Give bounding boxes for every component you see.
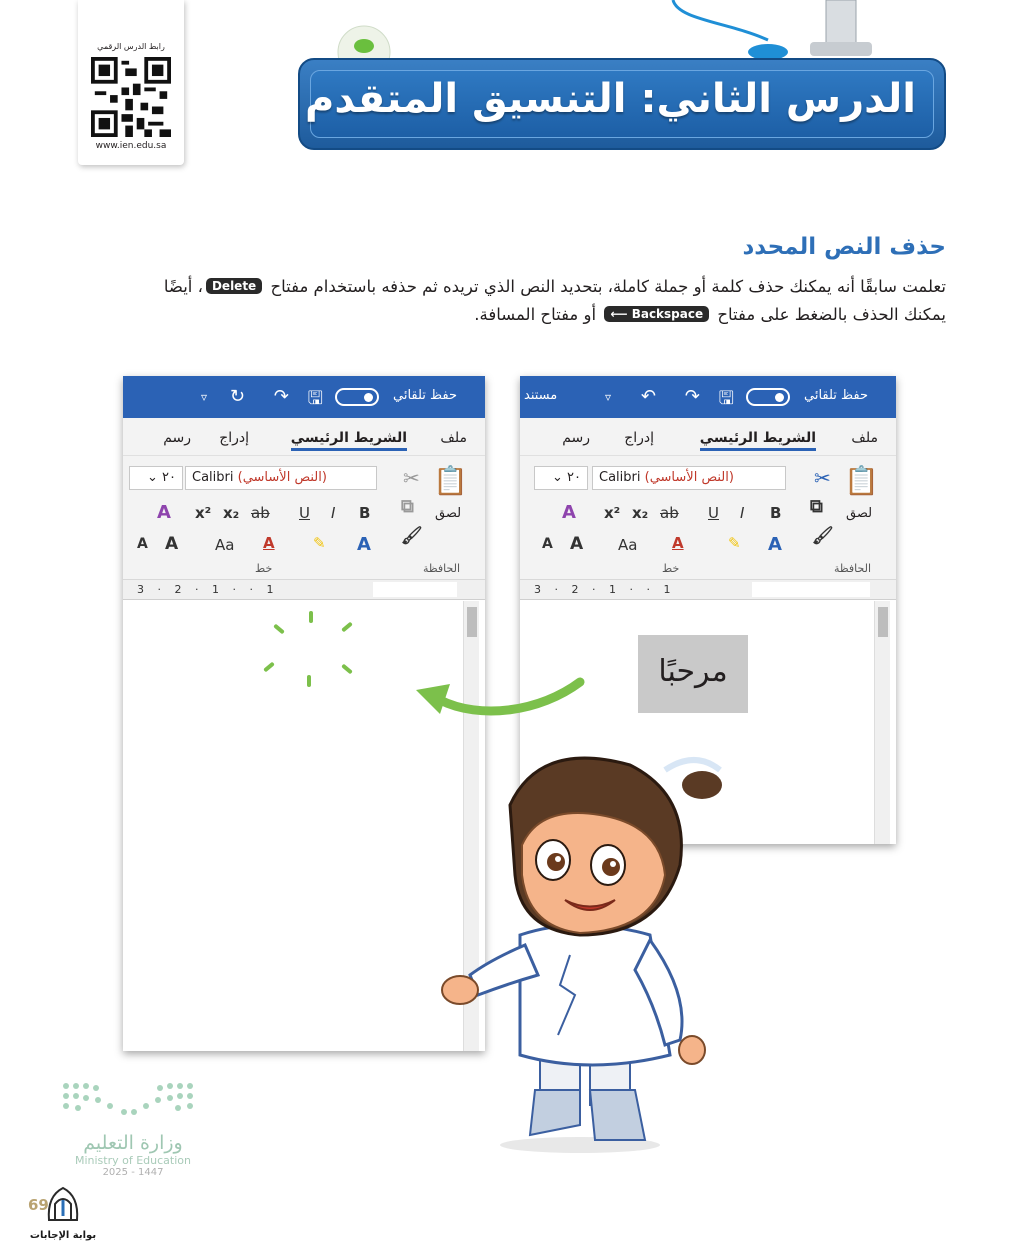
title-bar: [123, 376, 485, 418]
undo-icon[interactable]: ↶: [640, 386, 656, 407]
tab-insert[interactable]: إدراج: [219, 430, 249, 446]
grow-font-button[interactable]: A: [570, 534, 584, 554]
autosave-label: حفظ تلقائي: [804, 388, 868, 403]
highlight-icon[interactable]: ✎: [728, 534, 741, 552]
strikethrough-button[interactable]: ab: [251, 504, 270, 522]
horizontal-ruler[interactable]: [123, 580, 485, 600]
font-name-box[interactable]: [185, 466, 377, 490]
ribbon: [123, 456, 485, 580]
tab-draw[interactable]: رسم: [163, 430, 191, 446]
answers-portal-logo[interactable]: [28, 1186, 98, 1241]
tab-file[interactable]: ملف: [851, 430, 878, 446]
tab-draw[interactable]: رسم: [562, 430, 590, 446]
qr-label: رابط الدرس الرقمي: [97, 42, 165, 51]
ministry-year: 2025 - 1447: [102, 1167, 164, 1178]
ruler-margin: [373, 582, 457, 597]
shrink-font-button[interactable]: A: [137, 536, 148, 552]
clear-formatting-icon[interactable]: A: [157, 502, 171, 523]
cut-icon[interactable]: ✂: [814, 466, 831, 490]
autosave-toggle[interactable]: [746, 388, 790, 406]
bold-button[interactable]: B: [359, 504, 371, 522]
section-heading: حذف النص المحدد: [742, 234, 946, 260]
font-name: Calibri: [599, 470, 641, 485]
qr-code-icon[interactable]: [91, 57, 171, 137]
girl-character-icon: [430, 745, 730, 1155]
paste-label[interactable]: لصق: [435, 506, 462, 521]
bold-button[interactable]: B: [770, 504, 782, 522]
font-color-icon[interactable]: A: [672, 534, 684, 552]
redo-icon[interactable]: ↷: [684, 386, 700, 407]
font-group-label: خط: [255, 562, 273, 575]
autosave-label: حفظ تلقائي: [393, 388, 457, 403]
redo-icon[interactable]: ↷: [273, 386, 289, 407]
horizontal-ruler[interactable]: [520, 580, 896, 600]
copy-icon[interactable]: ⧉: [810, 496, 823, 517]
customize-icon[interactable]: ▿: [200, 390, 207, 404]
qr-url[interactable]: www.ien.edu.sa: [95, 141, 167, 151]
save-icon[interactable]: 🖫: [307, 388, 323, 409]
selected-text[interactable]: مرحبًا: [638, 635, 748, 713]
tab-home[interactable]: الشريط الرئيسي: [700, 430, 816, 451]
subscript-button[interactable]: x₂: [223, 504, 240, 522]
highlight-icon[interactable]: ✎: [313, 534, 326, 552]
change-case-button[interactable]: Aa: [215, 536, 235, 554]
font-group-label: خط: [662, 562, 680, 575]
font-name: Calibri: [192, 470, 234, 485]
lesson-banner: [298, 0, 948, 160]
font-size: ٢٠: [162, 470, 176, 485]
font-color-icon[interactable]: A: [263, 534, 275, 552]
line2-text-end: أو مفتاح المسافة.: [474, 305, 597, 324]
customize-icon[interactable]: ▿: [604, 390, 611, 404]
text-effects-icon[interactable]: A: [768, 534, 782, 555]
line1-text-end: ، أيضًا: [163, 277, 203, 296]
ribbon: [520, 456, 896, 580]
underline-button[interactable]: U: [299, 504, 310, 522]
spark-icon: [263, 662, 275, 673]
portal-building-icon: [43, 1186, 83, 1224]
line2-text: يمكنك الحذف بالضغط على مفتاح: [717, 305, 946, 324]
ministry-arabic: وزارة التعليم: [83, 1132, 183, 1154]
cut-icon[interactable]: ✂: [403, 466, 420, 490]
tab-home[interactable]: الشريط الرئيسي: [291, 430, 407, 451]
font-theme: (النص الأساسي): [237, 470, 327, 485]
font-size-box[interactable]: ٢٠ ⌄: [129, 466, 183, 490]
title-bar: [520, 376, 896, 418]
tab-file[interactable]: ملف: [440, 430, 467, 446]
font-size-box[interactable]: ٢٠ ⌄: [534, 466, 588, 490]
italic-button[interactable]: I: [331, 504, 336, 522]
font-name-box[interactable]: [592, 466, 786, 490]
autosave-toggle[interactable]: [335, 388, 379, 406]
spark-icon: [341, 664, 353, 675]
ministry-logo: [58, 1080, 208, 1178]
backspace-key-label: Backspace: [631, 307, 704, 321]
superscript-button[interactable]: x²: [604, 504, 621, 522]
spark-icon: [341, 622, 353, 633]
undo-icon[interactable]: ↻: [229, 386, 245, 407]
clipboard-group-label: الحافظة: [423, 562, 461, 575]
format-painter-icon[interactable]: 🖌: [812, 526, 834, 546]
clipboard-group-label: الحافظة: [834, 562, 872, 575]
change-case-button[interactable]: Aa: [618, 536, 638, 554]
ministry-english: Ministry of Education: [74, 1154, 191, 1167]
banner-frame: [298, 58, 946, 150]
paste-icon[interactable]: 📋: [433, 464, 468, 497]
subscript-button[interactable]: x₂: [632, 504, 649, 522]
ruler-margin: [752, 582, 870, 597]
delete-key: Delete: [206, 278, 262, 294]
ruler-numbers: 3 · 2 · 1 · · 1: [137, 583, 279, 596]
clear-formatting-icon[interactable]: A: [562, 502, 576, 523]
line1-text: تعلمت سابقًا أنه يمكنك حذف كلمة أو جملة كاملة، بتحديد النص الذي تريده ثم حذفه باستخدام مفتاح: [270, 277, 946, 296]
text-effects-icon[interactable]: A: [357, 534, 371, 555]
document-name: مستند: [524, 388, 558, 403]
save-icon[interactable]: 🖫: [718, 388, 734, 409]
font-size: ٢٠: [567, 470, 581, 485]
lesson-title: الدرس الثاني: التنسيق المتقدم: [305, 76, 916, 122]
tab-insert[interactable]: إدراج: [624, 430, 654, 446]
ruler-numbers: 3 · 2 · 1 · · 1: [534, 583, 676, 596]
paste-label[interactable]: لصق: [846, 506, 873, 521]
ministry-emblem-icon: [58, 1080, 198, 1120]
format-painter-icon[interactable]: 🖌: [401, 526, 423, 546]
paragraph-line-1: [76, 277, 946, 296]
font-theme: (النص الأساسي): [644, 470, 734, 485]
portal-label: بوابة الإجابات: [29, 1230, 97, 1241]
spark-icon: [273, 624, 285, 635]
underline-button[interactable]: U: [708, 504, 719, 522]
paragraph-line-2: [76, 305, 946, 324]
scroll-thumb[interactable]: [878, 607, 888, 637]
qr-card[interactable]: [78, 0, 184, 165]
shrink-font-button[interactable]: A: [542, 536, 553, 552]
ribbon-tabs: [520, 418, 896, 456]
arrow-icon: [410, 676, 590, 726]
copy-icon[interactable]: ⧉: [401, 496, 414, 517]
page-number: 69: [28, 1196, 49, 1214]
strikethrough-button[interactable]: ab: [660, 504, 679, 522]
spark-icon: [307, 675, 311, 687]
superscript-button[interactable]: x²: [195, 504, 212, 522]
grow-font-button[interactable]: A: [165, 534, 179, 554]
paste-icon[interactable]: 📋: [844, 464, 879, 497]
ribbon-tabs: [123, 418, 485, 456]
scroll-thumb[interactable]: [467, 607, 477, 637]
vertical-ruler[interactable]: [874, 601, 890, 844]
spark-icon: [309, 611, 313, 623]
backspace-key: ⟵ Backspace: [604, 306, 709, 322]
italic-button[interactable]: I: [740, 504, 745, 522]
